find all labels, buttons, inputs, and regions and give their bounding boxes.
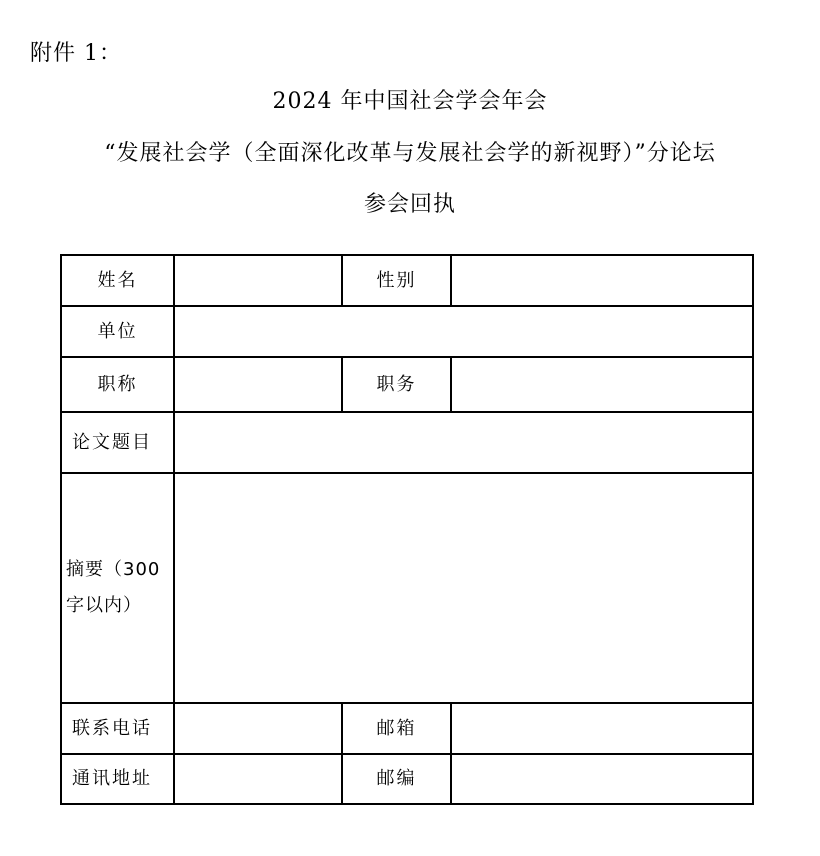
abstract-label: 摘要（300字以内） — [61, 473, 174, 703]
affiliation-label: 单位 — [61, 306, 174, 357]
paper-title-field[interactable] — [174, 412, 753, 473]
form-row-paper-title — [61, 412, 753, 473]
document-title-line3: 参会回执 — [363, 192, 456, 217]
form-row-abstract — [61, 473, 753, 703]
paper-title-label: 论文题目 — [61, 412, 174, 473]
form-row-affiliation — [61, 306, 753, 357]
attachment-label: 附件 1： — [30, 41, 122, 66]
form-row-name — [61, 255, 753, 306]
phone-field[interactable] — [174, 703, 342, 754]
address-label: 通讯地址 — [61, 754, 174, 804]
name-label: 姓名 — [61, 255, 174, 306]
form-row-address — [61, 754, 753, 804]
document-title-line1: 2024 年中国社会学会年会 — [272, 89, 548, 114]
position-label: 职务 — [342, 357, 451, 412]
gender-field[interactable] — [451, 255, 753, 306]
email-field[interactable] — [451, 703, 753, 754]
form-row-title — [61, 357, 753, 412]
gender-label: 性别 — [342, 255, 451, 306]
registration-form-table — [60, 254, 754, 805]
position-field[interactable] — [451, 357, 753, 412]
postcode-field[interactable] — [451, 754, 753, 804]
form-row-phone — [61, 703, 753, 754]
document-title-line2: “发展社会学（全面深化改革与发展社会学的新视野）”分论坛 — [104, 141, 716, 166]
address-field[interactable] — [174, 754, 342, 804]
affiliation-field[interactable] — [174, 306, 753, 357]
name-field[interactable] — [174, 255, 342, 306]
phone-label: 联系电话 — [61, 703, 174, 754]
title-label: 职称 — [61, 357, 174, 412]
abstract-field[interactable] — [174, 473, 753, 703]
email-label: 邮箱 — [342, 703, 451, 754]
postcode-label: 邮编 — [342, 754, 451, 804]
title-field[interactable] — [174, 357, 342, 412]
